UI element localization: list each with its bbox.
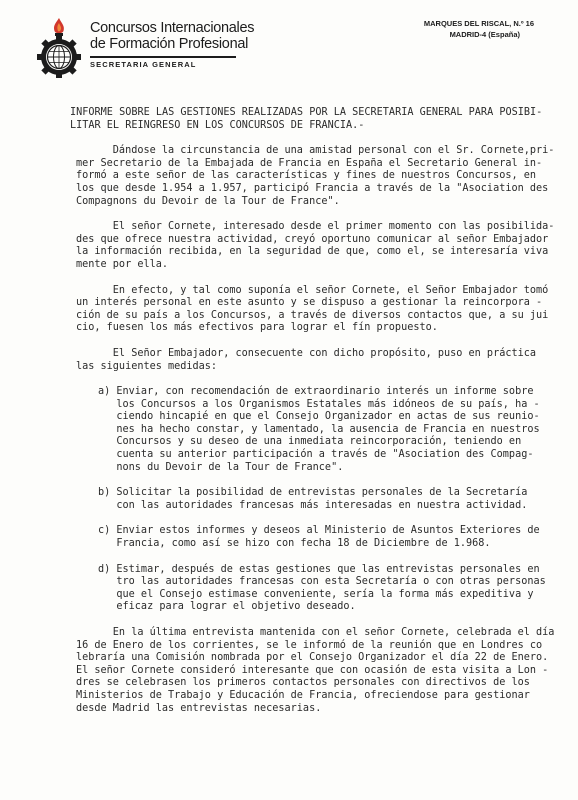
letterhead	[36, 14, 556, 78]
paragraph-1	[76, 145, 555, 208]
organization-name	[90, 20, 254, 69]
org-name-line-1: Concursos Internacionales	[90, 20, 255, 36]
text-line: eficaz para lograr el objetivo deseado.	[98, 601, 356, 613]
list-item-d	[98, 564, 548, 614]
text-line: d) Estimar, después de estas gestiones que las entrevistas personales en	[98, 563, 540, 575]
text-line: En la última entrevista mantenida con el señor Cornete, celebrada el día	[76, 627, 555, 638]
org-department: SECRETARIA GENERAL	[90, 59, 197, 69]
list-item-c	[98, 525, 548, 550]
text-line: las siguientes medidas:	[76, 360, 218, 372]
text-line: desde Madrid las entrevistas necesarias.	[76, 702, 322, 714]
list-item-b	[98, 487, 548, 512]
text-line: Francia, como así se hizo con fecha 18 de Diciembre de 1.968.	[98, 538, 491, 550]
org-divider	[90, 56, 236, 58]
text-line: formó a este señor de las características y fines de nuestros Concursos, en	[76, 170, 537, 182]
text-line: nons du Devoir de la Tour de France".	[98, 461, 344, 473]
text-line: Concursos y su deseo de una inmediata reincorporación, teniendo en	[98, 436, 522, 448]
text-line: cuenta su anterior participación a través de "Asociation des Compag-	[98, 449, 534, 461]
address-city: MADRID-4 (España)	[449, 30, 520, 39]
text-line: con las autoridades francesas más interesadas en nuestra actividad.	[98, 499, 528, 511]
text-line: tro las autoridades francesas con esta Secretaría o con otras personas	[98, 576, 546, 588]
report-body	[70, 107, 555, 715]
org-name-line-2: de Formación Profesional	[90, 36, 249, 52]
text-line: En efecto, y tal como suponía el señor Cornete, el Señor Embajador tomó	[76, 284, 549, 296]
text-line: Compagnons du Devoir de la Tour de France".	[76, 195, 340, 207]
text-line: ción de su país a los Concursos, a través de diversos contactos que, a su jui	[76, 309, 549, 321]
text-line: nes ha hecho constar, y lamentado, la ausencia de Francia en nuestros	[98, 423, 540, 435]
text-line: que el Consejo estimase conveniente, sería la forma más expeditiva y	[98, 588, 534, 600]
text-line: lebraría una Comisión nombrada por el Consejo Organizador el día 22 de Enero.	[76, 652, 549, 664]
text-line: cio, fuesen los más efectivos para lograr el fín propuesto.	[76, 322, 438, 334]
address-street: MARQUES DEL RISCAL, N.º 16	[423, 19, 534, 28]
title-line: INFORME SOBRE LAS GESTIONES REALIZADAS POR LA SECRETARIA GENERAL PARA POSIBI-	[70, 107, 543, 118]
address-block	[424, 18, 534, 40]
text-line: c) Enviar estos informes y deseos al Ministerio de Asuntos Exteriores de	[98, 525, 540, 537]
text-line: un interés personal en este asunto y se dispuso a gestionar la reincorpora -	[76, 297, 543, 309]
text-line: ciendo hincapié en que el Consejo Organizador en actas de sus reunio-	[98, 411, 540, 423]
title-line: LITAR EL REINGRESO EN LOS CONCURSOS DE FRANCIA.-	[70, 119, 365, 131]
paragraph-3	[76, 285, 548, 335]
text-line: a) Enviar, con recomendación de extraordinario interés un informe sobre	[98, 386, 534, 398]
report-title	[70, 107, 548, 132]
text-line: El Señor Embajador, consecuente con dicho propósito, puso en práctica	[76, 347, 537, 359]
text-line: los que desde 1.954 a 1.957, participó Francia a través de la "Asociation des	[76, 182, 549, 194]
text-line: 16 de Enero de los corrientes, se le informó de la reunión que en Londres co	[76, 639, 543, 651]
text-line: los Concursos a los Organismos Estatales más idóneos de su país, ha -	[98, 398, 540, 410]
text-line: El señor Cornete, interesado desde el primer momento con las posibilida-	[76, 221, 555, 233]
text-line: El señor Cornete consideró interesante que con ocasión de esta visita a Lon -	[76, 664, 549, 676]
text-line: Ministerios de Trabajo y Educación de Francia, ofreciendose para gestionar	[76, 689, 530, 701]
text-line: b) Solicitar la posibilidad de entrevistas personales de la Secretaría	[98, 487, 528, 499]
list-item-a	[98, 386, 548, 474]
paragraph-4	[76, 348, 548, 373]
paragraph-final	[76, 627, 555, 715]
globe-gear-flame-icon	[36, 16, 82, 78]
text-line: mente por ella.	[76, 258, 169, 270]
text-line: mer Secretario de la Embajada de Francia en España el Secretario General in-	[76, 157, 543, 169]
text-line: dres se celebrasen los primeros contactos personales con directivos de los	[76, 677, 530, 689]
text-line: des que ofrece nuestra actividad, creyó oportuno comunicar al señor Embajador	[76, 233, 549, 245]
paragraph-2	[76, 221, 555, 271]
text-line: la información recibida, en la seguridad de que, como el, se interesaría viva	[76, 246, 549, 258]
text-line: Dándose la circunstancia de una amistad personal con el Sr. Cornete,pri-	[76, 145, 555, 157]
